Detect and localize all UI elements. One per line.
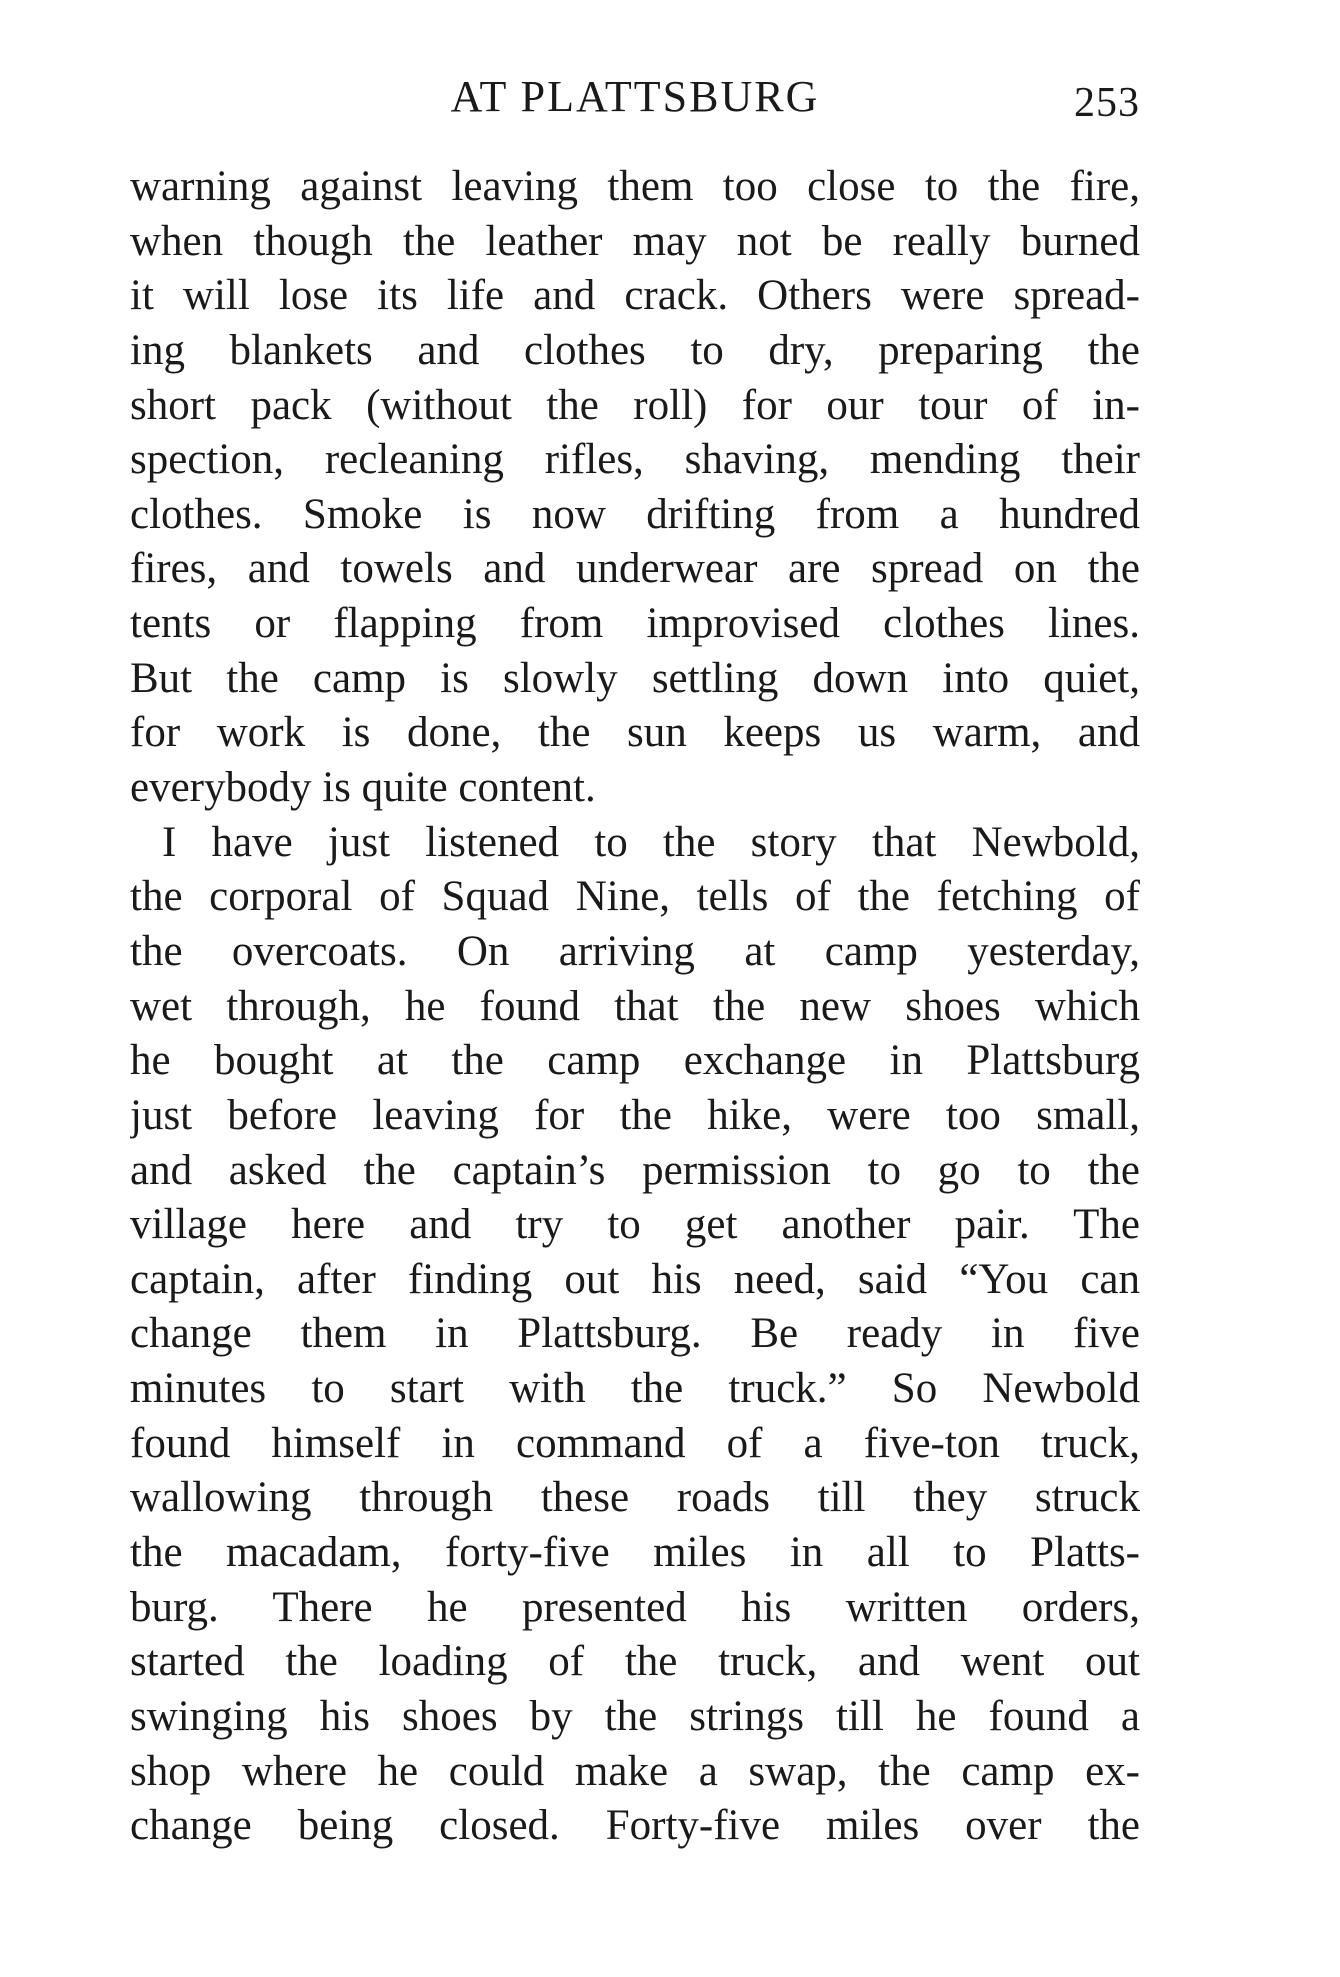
paragraph — [130, 160, 1140, 816]
text-line: But the camp is slowly settling down into quiet, — [130, 654, 1140, 702]
body-text — [130, 160, 1140, 1854]
text-line: shop where he could make a swap, the camp ex- — [130, 1747, 1140, 1795]
text-line: tents or flapping from improvised clothes lines. — [130, 600, 1140, 648]
text-line: spection, recleaning rifles, shaving, mending their — [130, 436, 1140, 484]
text-line: it will lose its life and crack. Others were spread- — [130, 272, 1140, 320]
text-line: change them in Plattsburg. Be ready in five — [130, 1310, 1140, 1358]
paragraph — [130, 816, 1140, 1854]
text-line: he bought at the camp exchange in Plattsburg — [130, 1037, 1140, 1085]
text-line: village here and try to get another pair. The — [130, 1201, 1140, 1249]
text-line: and asked the captain’s permission to go to the — [130, 1146, 1140, 1194]
text-line: short pack (without the roll) for our tour of in- — [130, 381, 1140, 429]
text-line: the macadam, forty-five miles in all to Platts- — [130, 1529, 1140, 1577]
text-line: minutes to start with the truck.” So Newbold — [130, 1365, 1140, 1413]
text-line: swinging his shoes by the strings till he found a — [130, 1692, 1140, 1740]
text-line: warning against leaving them too close to the fire, — [130, 163, 1140, 210]
text-line: when though the leather may not be really burned — [130, 217, 1140, 265]
text-line: everybody is quite content. — [130, 764, 596, 812]
text-line: captain, after finding out his need, said “You can — [130, 1255, 1140, 1303]
text-line: burg. There he presented his written orders, — [130, 1583, 1140, 1631]
text-line: started the loading of the truck, and went out — [130, 1638, 1140, 1686]
page-header — [130, 62, 1140, 132]
text-line: ing blankets and clothes to dry, preparing the — [130, 326, 1140, 374]
text-line: the overcoats. On arriving at camp yesterday, — [130, 927, 1140, 975]
text-line: for work is done, the sun keeps us warm, and — [130, 709, 1140, 757]
text-line: the corporal of Squad Nine, tells of the fetching of — [130, 873, 1140, 921]
text-line: I have just listened to the story that Newbold, — [162, 818, 1140, 866]
running-title: AT PLATTSBURG — [450, 72, 820, 121]
text-line: wallowing through these roads till they struck — [130, 1474, 1140, 1522]
text-line: fires, and towels and underwear are spread on the — [130, 545, 1140, 593]
text-line: wet through, he found that the new shoes which — [130, 982, 1140, 1030]
text-line: found himself in command of a five-ton truck, — [130, 1419, 1140, 1467]
text-line: just before leaving for the hike, were too small, — [130, 1091, 1140, 1139]
page-number: 253 — [1074, 80, 1140, 126]
text-line: change being closed. Forty-five miles over the — [130, 1802, 1140, 1850]
text-line: clothes. Smoke is now drifting from a hundred — [130, 490, 1140, 538]
